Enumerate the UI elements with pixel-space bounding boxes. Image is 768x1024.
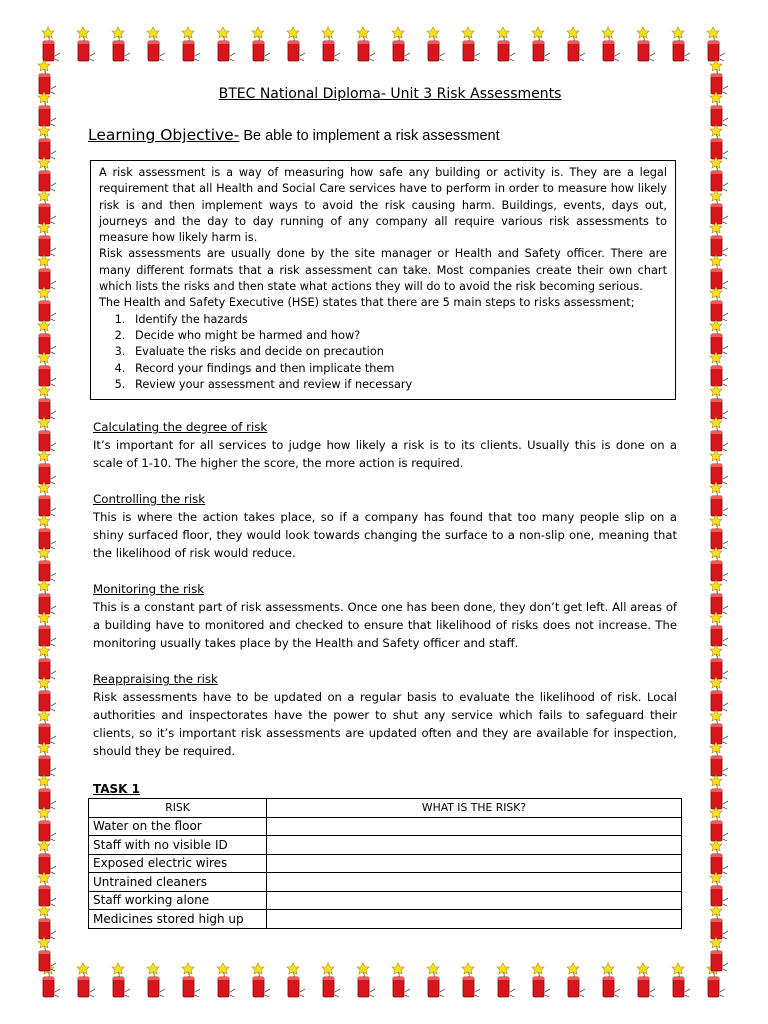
list-item: 3. Evaluate the risks and decide on precaution [129,344,667,360]
header-what-is-the-risk: WHAT IS THE RISK? [267,799,682,818]
table-header-row [89,799,682,818]
firecracker-icon [248,26,274,64]
firecracker-icon [528,26,554,64]
border-bottom [0,962,768,1002]
learning-objective [88,126,682,144]
risk-cell: Medicines stored high up [89,910,267,929]
firecracker-icon [143,26,169,64]
list-item: 5. Review your assessment and review if necessary [129,377,667,393]
firecracker-icon [633,962,659,1000]
firecracker-icon [563,962,589,1000]
page-title: BTEC National Diploma- Unit 3 Risk Assessments [218,86,562,102]
firecracker-icon [563,26,589,64]
task-table [88,798,682,929]
firecracker-icon [493,962,519,1000]
section-heading: Controlling the risk [93,492,206,507]
objective-text: Be able to implement a risk assessment [239,128,500,144]
table-row [89,836,682,855]
firecracker-icon [213,962,239,1000]
firecracker-icon [178,26,204,64]
section-monitoring [93,580,677,652]
section-text: This is a constant part of risk assessments. Once one has been done, they don’t get left. All areas of a building have to monitored and checked to ensure that likelihood of risks does not increase. The monitoring usually takes place by the Health and Safety officer and staff. [93,600,677,651]
firecracker-icon [283,962,309,1000]
firecracker-icon [143,962,169,1000]
risk-cell: Staff with no visible ID [89,836,267,855]
firecracker-icon [423,962,449,1000]
firecracker-icon [458,962,484,1000]
table-row [89,873,682,892]
firecracker-icon [318,26,344,64]
risk-cell: Water on the floor [89,817,267,836]
firecracker-icon [318,962,344,1000]
firecracker-icon [283,26,309,64]
section-heading: Reappraising the risk [93,672,218,687]
section-calculating [93,418,677,472]
header-risk: RISK [89,799,267,818]
objective-label: Learning Objective- [88,126,240,144]
section-text: Risk assessments have to be updated on a regular basis to evaluate the likelihood of risk. Local authorities and inspectorates have the power to shut any service which fails to safeguard their clients, so it’s important risk assessments are updated often and they are available for inspection, should they be required. [93,690,677,759]
table-row [89,910,682,929]
firecracker-icon [73,26,99,64]
task-title: TASK 1 [93,782,141,797]
section-controlling [93,490,677,562]
intro-box [90,160,676,400]
firecracker-icon [108,26,134,64]
firecracker-icon [388,26,414,64]
answer-cell[interactable] [267,873,682,892]
list-item: 4. Record your findings and then implicate them [129,361,667,377]
firecracker-icon [353,962,379,1000]
firecracker-icon [493,26,519,64]
firecracker-icon [34,936,60,974]
firecracker-icon [108,962,134,1000]
list-item: 2. Decide who might be harmed and how? [129,328,667,344]
answer-cell[interactable] [267,891,682,910]
list-item: 1. Identify the hazards [129,312,667,328]
firecracker-icon [598,26,624,64]
section-text: It’s important for all services to judge how likely a risk is to its clients. Usually this is done on a scale of 1-10. The higher the score, the more action is required. [93,438,677,471]
table-row [89,817,682,836]
intro-paragraph-2: Risk assessments are usually done by the site manager or Health and Safety officer. There are many different formats that a risk assessment can take. Most companies create their own chart which lists the risks and then state what actions they will do to avoid the risk becoming serious. [99,247,667,294]
firecracker-icon [668,26,694,64]
section-reappraising [93,670,677,760]
firecracker-icon [178,962,204,1000]
answer-cell[interactable] [267,854,682,873]
section-text: This is where the action takes place, so if a company has found that too many people slip on a shiny surfaced floor, they would look towards changing the surface to a non-slip one, meaning that the likelihood of risk would reduce. [93,510,677,561]
firecracker-icon [706,936,732,974]
firecracker-icon [353,26,379,64]
risk-cell: Exposed electric wires [89,854,267,873]
risk-cell: Untrained cleaners [89,873,267,892]
intro-paragraph-1: A risk assessment is a way of measuring how safe any building or activity is. They are a legal requirement that all Health and Social Care services have to perform in order to measure how likely risk is and then implement ways to avoid the risk causing harm. Buildings, events, days out, journeys and the day to day running of any company all require various risk assessments to measure how likely harm is. [99,166,667,245]
firecracker-icon [598,962,624,1000]
firecracker-icon [73,962,99,1000]
firecracker-icon [633,26,659,64]
table-row [89,854,682,873]
document-page [88,86,682,929]
firecracker-icon [668,962,694,1000]
steps-list [129,312,667,393]
answer-cell[interactable] [267,910,682,929]
firecracker-icon [458,26,484,64]
border-left [34,26,64,1002]
firecracker-icon [528,962,554,1000]
table-row [89,891,682,910]
firecracker-icon [388,962,414,1000]
section-heading: Monitoring the risk [93,582,205,597]
firecracker-icon [213,26,239,64]
section-heading: Calculating the degree of risk [93,420,268,435]
answer-cell[interactable] [267,836,682,855]
firecracker-icon [248,962,274,1000]
answer-cell[interactable] [267,817,682,836]
border-right [706,26,736,1002]
firecracker-icon [423,26,449,64]
intro-paragraph-3: The Health and Safety Executive (HSE) states that there are 5 main steps to risks assessment; [99,296,635,310]
risk-cell: Staff working alone [89,891,267,910]
border-top [0,26,768,66]
